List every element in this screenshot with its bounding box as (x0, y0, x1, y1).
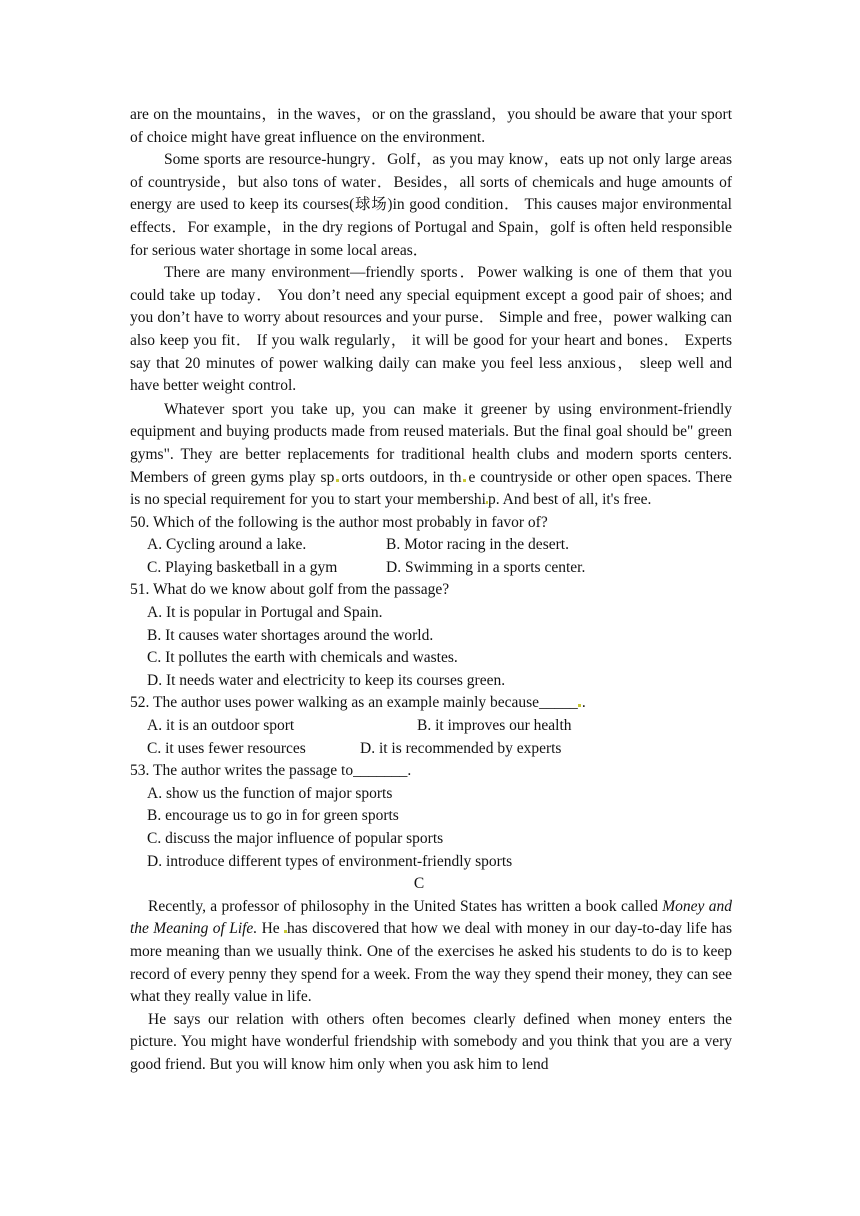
scan-mark (463, 479, 466, 482)
option-a: A. It is popular in Portugal and Spain. (147, 604, 383, 622)
options-row (130, 715, 732, 738)
option-d: D. Swimming in a sports center. (386, 558, 586, 576)
passage-c-text: He (257, 920, 285, 938)
option-c: C. discuss the major influence of popular sports (147, 830, 444, 847)
question-stem: 53. The author writes the passage to_______. (130, 762, 412, 780)
option-d: D. introduce different types of environment-friendly sports (147, 852, 513, 870)
book-title: Money and the Meaning of Life. (130, 897, 732, 938)
option-b: B. it improves our health (417, 717, 572, 735)
option-c: C. Playing basketball in a gym (147, 558, 338, 576)
option-c: C. It pollutes the earth with chemicals and wastes. (147, 649, 458, 667)
passage-b-paragraph-2: Some sports are resource-hungry．Golf，as you may know，eats up not only large areas of countryside，but also tons of water．Besides，all sorts of chemicals and huge amounts of energy are used to keep its courses(球场)in good condition． This causes major environmental effects．For example，in the dry regions of Portugal and Spain，golf is often held responsible for serious water shortage in some local areas． (130, 151, 732, 259)
question-stem: 51. What do we know about golf from the passage? (130, 581, 450, 599)
option-b: B. Motor racing in the desert. (386, 536, 569, 554)
question-stem-line (130, 692, 732, 715)
question-52 (130, 692, 732, 760)
passage-c-paragraph-2: He says our relation with others often becomes clearly defined when money enters the picture. You might have wonderful friendship with somebody and you think that you are a very good friend. But you will know him only when you ask him to lend (130, 1010, 732, 1073)
question-53 (130, 760, 732, 873)
question-stem: 52. The author uses power walking as an example mainly because_____ (130, 694, 578, 712)
passage-b-paragraph-1: are on the mountains，in the waves，or on the grassland，you should be aware that your sport of choice might have great influence on the environment. (130, 106, 732, 146)
passage-b-paragraph-4-text-d: p. And best of all, it's free. (487, 491, 652, 509)
passage-b-paragraph-4-text-c: e countryside or other open spaces. There is no special requirement for you to start your membershi (130, 468, 732, 509)
question-stem: 50. Which of the following is the author most probably in favor of? (130, 513, 548, 531)
option-c: C. it uses fewer resources (147, 739, 306, 757)
passage-b-paragraph-4-text-b: orts outdoors, in th (341, 468, 462, 486)
options-row (130, 534, 732, 557)
scan-mark (578, 704, 581, 707)
option-d: D. It needs water and electricity to keep its courses green. (147, 671, 506, 689)
options-row (130, 738, 732, 761)
passage-b-paragraph-3: There are many environment—friendly sports．Power walking is one of them that you could take up today． You don’t need any special equipment except a good pair of shoes; and you don’t have to worry about resources and your purse． Simple and free，power walking can also keep you fit． If you walk regularly， it will be good for your heart and bones． Experts say that 20 minutes of power walking daily can make you feel less anxious， sleep well and have better weight control. (130, 264, 732, 395)
option-a: A. Cycling around a lake. (147, 536, 307, 554)
passage-c-text: has discovered that how we deal with money in our day-to-day life has more meaning than we usually think. One of the exercises he asked his students to do is to keep record of every penny they spend for a week. From the way they spend their money, they can see what they really value in life. (130, 920, 733, 1006)
passage-c-text: Recently, a professor of philosophy in the United States has written a book called (148, 897, 663, 915)
option-b: B. encourage us to go in for green sports (147, 807, 399, 825)
option-d: D. it is recommended by experts (360, 739, 562, 757)
passage-b-paragraph-4 (130, 399, 732, 512)
passage-c-paragraph-1 (130, 896, 732, 1009)
options-row (130, 557, 732, 580)
question-stem-end: . (581, 694, 586, 712)
question-51 (130, 579, 732, 692)
section-heading: C (413, 875, 425, 893)
option-b: B. It causes water shortages around the world. (147, 626, 434, 644)
option-a: A. show us the function of major sports (147, 784, 393, 802)
scan-mark (336, 479, 339, 482)
document-page (130, 104, 732, 1077)
option-a: A. it is an outdoor sport (147, 717, 295, 735)
question-50 (130, 512, 732, 580)
passage-b-paragraph-4-text: Whatever sport you take up, you can make it greener by using environment-friendly equipment and buying products made from reused materials. But the final goal should be" green gyms". They are better replacements for traditional health clubs and modern sports centers. Members of green gyms play sp (130, 400, 732, 486)
